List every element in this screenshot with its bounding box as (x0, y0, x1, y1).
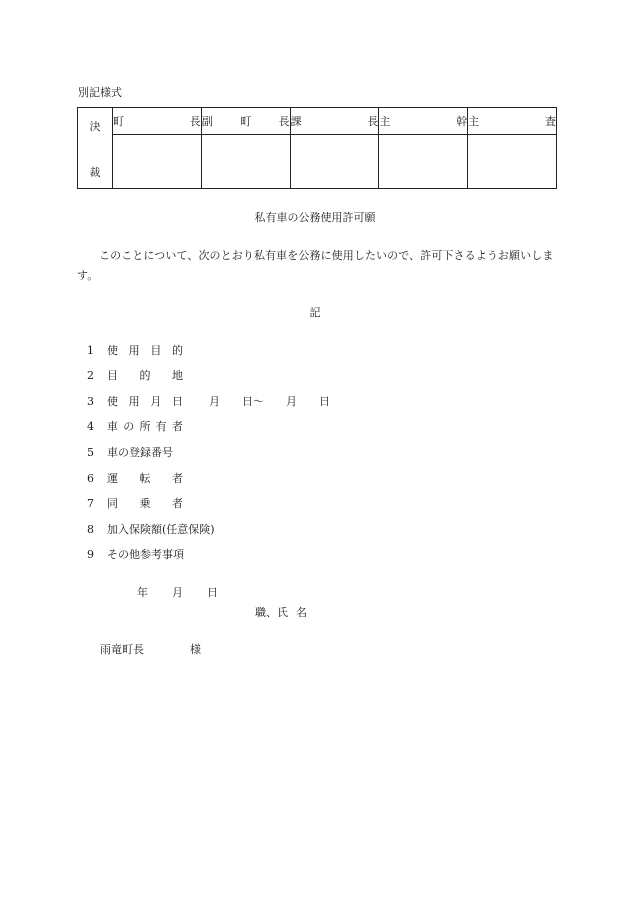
approval-header-inspector (468, 108, 557, 135)
approval-stamp-deputy-mayor[interactable] (201, 135, 290, 189)
item-row (87, 444, 173, 460)
date-line (137, 584, 218, 600)
addressee-line (100, 641, 201, 657)
name-suffix: 名 (296, 606, 307, 619)
item-row (87, 470, 183, 486)
item-number: 1 (87, 344, 94, 357)
approval-header-supervisor (379, 108, 468, 135)
item-row (87, 367, 183, 383)
approval-stamp-inspector[interactable] (468, 135, 557, 189)
approval-stamp-supervisor[interactable] (379, 135, 468, 189)
item-number: 4 (87, 420, 94, 433)
addressee-name: 雨竜町長 (100, 643, 144, 656)
item-number: 9 (87, 548, 94, 561)
item-row (87, 342, 183, 358)
item-value: 月 日〜 月 日 (209, 395, 330, 408)
item-label: 目 的 地 (107, 369, 183, 382)
name-label: 職、氏 (255, 606, 288, 619)
approval-header-mayor-text: 町 長 (113, 115, 201, 128)
approval-header-section-chief-text: 課 長 (290, 115, 379, 128)
item-number: 2 (87, 369, 94, 382)
item-row (87, 495, 183, 511)
approval-header-deputy-mayor-text: 副 町 長 (201, 115, 290, 128)
document-title: 私有車の公務使用許可願 (254, 211, 376, 224)
item-number: 5 (87, 446, 94, 459)
addressee-honorific: 様 (190, 643, 201, 656)
item-label: 加入保険額(任意保険) (107, 523, 215, 536)
date-day: 日 (207, 586, 218, 599)
item-row (87, 546, 184, 562)
approval-header-deputy-mayor (201, 108, 290, 135)
item-label: 車の登録番号 (107, 446, 173, 459)
item-label: 使 用 目 的 (107, 344, 183, 357)
item-label: 運 転 者 (107, 472, 183, 485)
approval-label-cell (78, 108, 113, 189)
approval-header-section-chief (290, 108, 379, 135)
approval-header-inspector-text: 主 査 (468, 115, 556, 128)
approval-header-mayor (113, 108, 202, 135)
approval-table (77, 107, 557, 189)
item-row (87, 393, 330, 409)
date-year: 年 (137, 586, 148, 599)
request-body: このことについて、次のとおり私有車を公務に使用したいので、許可下さるようお願いします。 (77, 249, 554, 282)
approval-stamp-mayor[interactable] (113, 135, 202, 189)
item-number: 7 (87, 497, 94, 510)
ki-heading: 記 (309, 306, 321, 319)
item-row (87, 521, 215, 537)
item-number: 6 (87, 472, 94, 485)
name-line (255, 604, 307, 620)
item-number: 3 (87, 395, 94, 408)
item-label: 同 乗 者 (107, 497, 183, 510)
date-month: 月 (172, 586, 183, 599)
item-label: その他参考事項 (107, 548, 184, 561)
item-label: 使 用 月 日 (107, 395, 183, 408)
item-label: 車 の 所 有 者 (107, 420, 183, 433)
item-row (87, 418, 183, 434)
approval-stamp-section-chief[interactable] (290, 135, 379, 189)
approval-label-bottom: 裁 (89, 166, 101, 179)
approval-header-supervisor-text: 主 幹 (379, 115, 468, 128)
approval-label-top: 決 (89, 120, 101, 133)
item-number: 8 (87, 523, 94, 536)
form-label: 別記様式 (78, 86, 122, 99)
